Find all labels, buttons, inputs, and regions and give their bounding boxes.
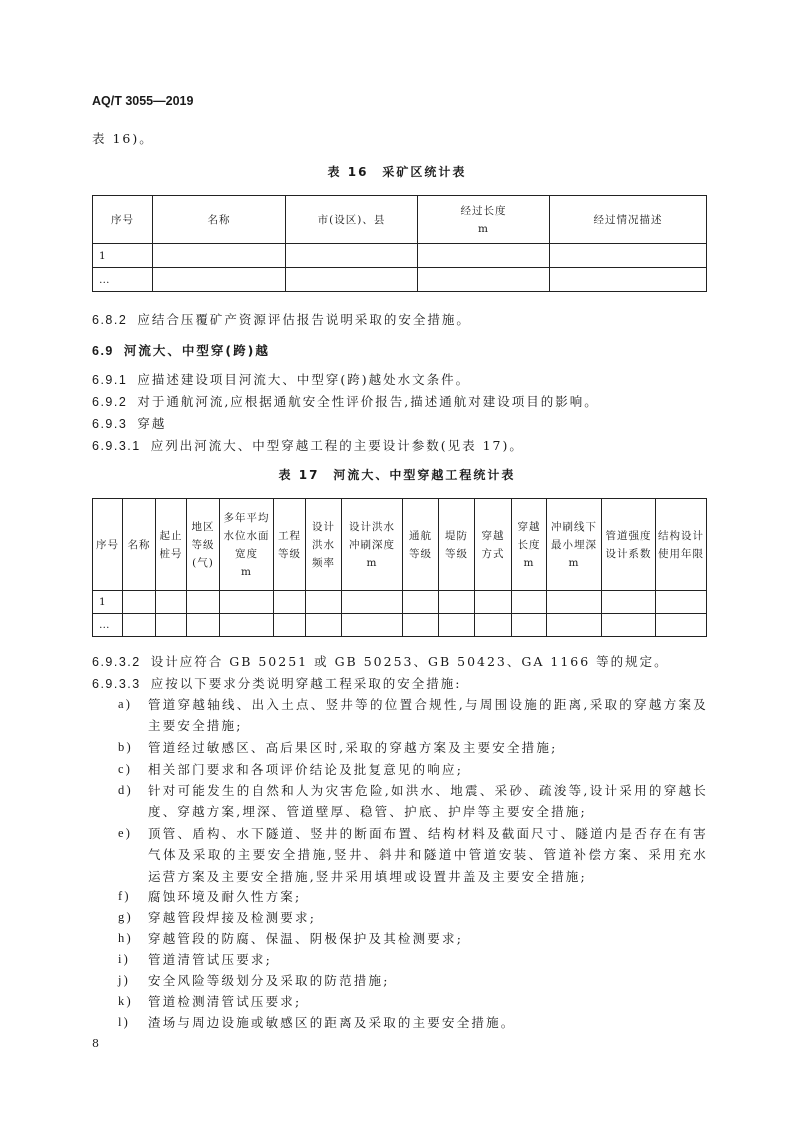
list-item [118, 737, 708, 758]
list-item-text: 管道穿越轴线、出入土点、竖井等的位置合规性,与周围设施的距离,采取的穿越方案及主要安全措施; [148, 697, 708, 734]
list-item [118, 823, 708, 887]
table-cell [550, 244, 707, 268]
column-header: 冲刷线下 最小埋深 m [547, 499, 602, 591]
table-cell [418, 268, 550, 292]
table16-title: 表 16 采矿区统计表 [327, 165, 467, 179]
table-cell [286, 244, 418, 268]
table-cell [123, 591, 156, 614]
column-header: 结构设计 使用年限 [656, 499, 707, 591]
list-item-label: e) [118, 826, 133, 840]
table-cell [187, 591, 220, 614]
table-cell [156, 591, 187, 614]
column-header: 序号 [93, 196, 153, 244]
table-cell [123, 614, 156, 637]
column-header: 经过长度 m [418, 196, 550, 244]
column-header: 名称 [153, 196, 286, 244]
list-item-label: a) [118, 697, 133, 711]
list-item [118, 907, 708, 928]
list-item-text: 管道清管试压要求; [148, 952, 273, 967]
table16 [92, 195, 707, 292]
column-header: 经过情况描述 [550, 196, 707, 244]
intro-tail: 表 16)。 [92, 131, 154, 146]
clause-text: 应描述建设项目河流大、中型穿(跨)越处水文条件。 [137, 372, 471, 387]
clause-number: 6.9.3.1 [92, 439, 141, 453]
clause [92, 372, 470, 388]
list-item [118, 886, 708, 907]
column-header: 起止 桩号 [156, 499, 187, 591]
list-item-text: 针对可能发生的自然和人为灾害危险,如洪水、地震、采砂、疏浚等,设计采用的穿越长度、穿越方案,埋深、管道壁厚、稳管、护底、护岸等主要安全措施; [148, 783, 708, 820]
table-cell [306, 591, 342, 614]
table-row [93, 614, 707, 637]
table-cell: 1 [93, 244, 153, 268]
list-item-label: k) [118, 994, 133, 1008]
column-header: 地区 等级 (气) [187, 499, 220, 591]
clause-text: 应结合压覆矿产资源评估报告说明采取的安全措施。 [137, 312, 471, 327]
standard-number: AQ/T 3055—2019 [92, 94, 194, 108]
table-cell [602, 591, 656, 614]
page-number: 8 [92, 1037, 99, 1050]
list-item-label: d) [118, 783, 133, 797]
clause-text: 河流大、中型穿(跨)越 [123, 343, 270, 358]
table-cell [153, 268, 286, 292]
clause [92, 343, 270, 359]
table-cell [187, 614, 220, 637]
table-row [93, 268, 707, 292]
table-cell [286, 268, 418, 292]
list-item [118, 991, 708, 1012]
table-cell [656, 614, 707, 637]
table-cell: … [93, 268, 153, 292]
list-item [118, 759, 708, 780]
clause [92, 438, 524, 454]
clause [92, 676, 461, 692]
column-header: 工程 等级 [274, 499, 306, 591]
table-cell [418, 244, 550, 268]
column-header: 名称 [123, 499, 156, 591]
column-header: 穿越 长度 m [512, 499, 547, 591]
table-cell [274, 591, 306, 614]
list-item [118, 928, 708, 949]
clause-number: 6.9.3.2 [92, 655, 141, 669]
list-item-text: 相关部门要求和各项评价结论及批复意见的响应; [148, 762, 464, 777]
list-item [118, 970, 708, 991]
table-header-row [93, 499, 707, 591]
clause-text: 对于通航河流,应根据通航安全性评价报告,描述通航对建设项目的影响。 [137, 394, 599, 409]
column-header: 设计 洪水 频率 [306, 499, 342, 591]
list-item-text: 穿越管段焊接及检测要求; [148, 910, 317, 925]
clause [92, 654, 669, 670]
list-item-label: l) [118, 1015, 131, 1029]
clause-number: 6.9.3 [92, 417, 128, 431]
clause [92, 394, 599, 410]
list-item-text: 穿越管段的防腐、保温、阴极保护及其检测要求; [148, 931, 464, 946]
table-cell [306, 614, 342, 637]
list-item [118, 694, 708, 737]
column-header: 多年平均 水位水面 宽度 m [220, 499, 274, 591]
list-item [118, 780, 708, 823]
table-header-row [93, 196, 707, 244]
table-row [93, 591, 707, 614]
list-item-label: f) [118, 889, 131, 903]
table-cell [403, 614, 439, 637]
table-cell [439, 591, 475, 614]
list-item-label: h) [118, 931, 133, 945]
table-cell [403, 591, 439, 614]
column-header: 穿越 方式 [475, 499, 512, 591]
list-item-text: 管道经过敏感区、高后果区时,采取的穿越方案及主要安全措施; [148, 740, 558, 755]
table-cell [153, 244, 286, 268]
clause-number: 6.9.1 [92, 373, 128, 387]
list-item-label: g) [118, 910, 133, 924]
table-cell [439, 614, 475, 637]
clause-text: 穿越 [137, 416, 167, 431]
table-cell [156, 614, 187, 637]
clause-number: 6.9.3.3 [92, 677, 141, 691]
table-cell [547, 614, 602, 637]
clause-text: 应按以下要求分类说明穿越工程采取的安全措施: [150, 676, 462, 691]
table-cell [475, 614, 512, 637]
table-cell [220, 591, 274, 614]
column-header: 序号 [93, 499, 123, 591]
list-item-text: 渣场与周边设施或敏感区的距离及采取的主要安全措施。 [148, 1015, 516, 1030]
table17-title: 表 17 河流大、中型穿越工程统计表 [278, 468, 516, 482]
clause-text: 设计应符合 GB 50251 或 GB 50253、GB 50423、GA 1166 等的规定。 [150, 654, 669, 669]
column-header: 设计洪水 冲刷深度 m [342, 499, 403, 591]
clause-text: 应列出河流大、中型穿越工程的主要设计参数(见表 17)。 [150, 438, 524, 453]
table-cell [512, 591, 547, 614]
column-header: 管道强度 设计系数 [602, 499, 656, 591]
clause [92, 416, 166, 432]
list-item [118, 1012, 708, 1033]
table-cell [342, 591, 403, 614]
clause [92, 312, 471, 328]
table-cell [550, 268, 707, 292]
table-row [93, 244, 707, 268]
list-item-text: 腐蚀环境及耐久性方案; [148, 889, 302, 904]
list-item-label: i) [118, 952, 131, 966]
table-cell: 1 [93, 591, 123, 614]
list-item-text: 安全风险等级划分及采取的防范措施; [148, 973, 390, 988]
list-item-label: b) [118, 740, 133, 754]
clause-number: 6.8.2 [92, 313, 128, 327]
column-header: 堤防 等级 [439, 499, 475, 591]
table-cell: … [93, 614, 123, 637]
table-cell [656, 591, 707, 614]
list-item-label: j) [118, 973, 131, 987]
clause-number: 6.9.2 [92, 395, 128, 409]
table-cell [274, 614, 306, 637]
list-item-text: 顶管、盾构、水下隧道、竖井的断面布置、结构材料及截面尺寸、隧道内是否存在有害气体及采取的主要安全措施,竖井、斜井和隧道中管道安装、管道补偿方案、采用充水运营方案及主要安全措施,竖井采用填埋或设置井盖及主要安全措施; [148, 826, 708, 884]
table-cell [475, 591, 512, 614]
table-cell [342, 614, 403, 637]
table-cell [547, 591, 602, 614]
list-item-text: 管道检测清管试压要求; [148, 994, 302, 1009]
list-item-label: c) [118, 762, 133, 776]
table-cell [602, 614, 656, 637]
table17 [92, 498, 707, 637]
column-header: 市(设区)、县 [286, 196, 418, 244]
clause-number: 6.9 [92, 344, 114, 358]
table-cell [512, 614, 547, 637]
list-item [118, 949, 708, 970]
table-cell [220, 614, 274, 637]
column-header: 通航 等级 [403, 499, 439, 591]
